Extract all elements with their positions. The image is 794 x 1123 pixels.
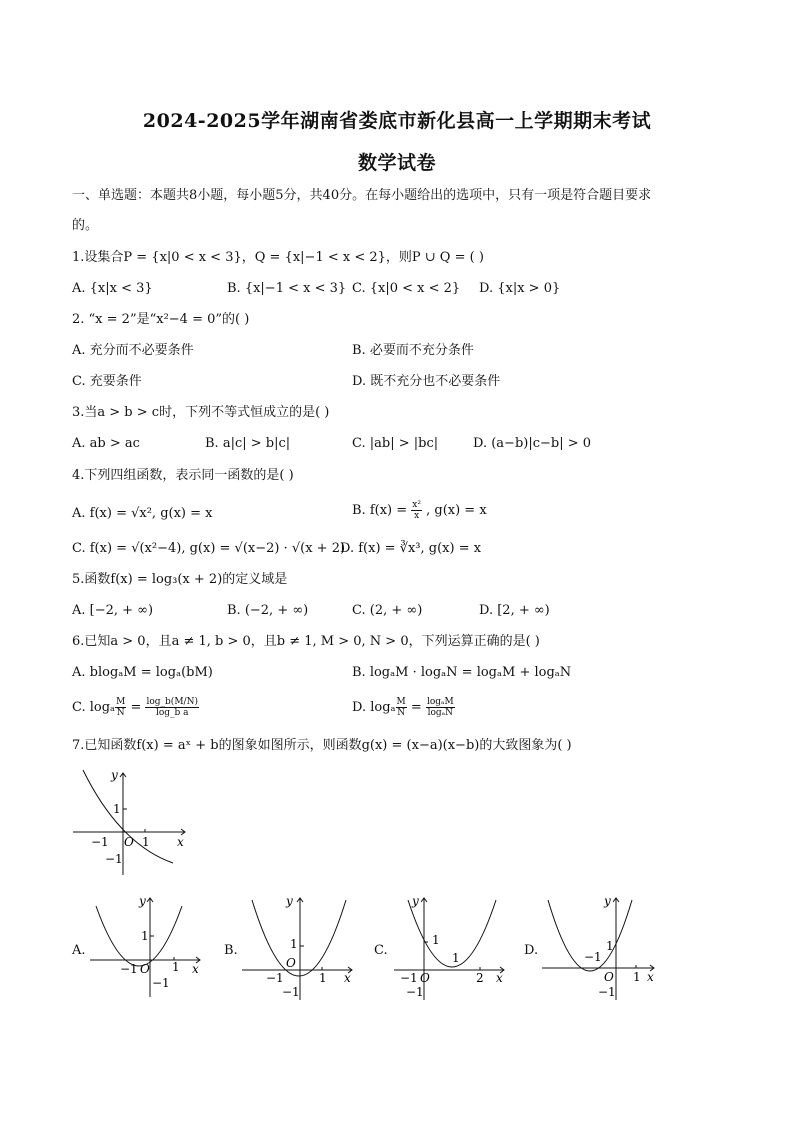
q6-option-a: A. blogₐM = logₐ(bM) [72,665,213,680]
q4-option-b-fraction [411,500,422,521]
q3-option-c: C. |ab| > |bc| [352,436,439,451]
q4-option-b-prefix: B. f(x) = [352,503,408,518]
c-label-one-x: 1 [452,951,460,965]
q4-option-c: C. f(x) = √(x²−4), g(x) = √(x−2) · √(x + 2) [72,541,346,556]
q1-option-b: B. {x|−1 < x < 3} [227,281,347,296]
label-one-x: 1 [142,835,150,849]
q6-option-c-frac2-num: log_b(M/N) [146,697,198,707]
d-label-one-x: 1 [633,970,641,984]
q6-option-d-prefix: D. logₐ [352,700,396,715]
q2-option-a: A. 充分而不必要条件 [72,343,194,358]
a-label-neg-one-x: −1 [120,962,138,976]
q7-option-b-label: B. [224,943,238,958]
q7-option-d-label: D. [524,943,539,958]
a-label-one-y: 1 [141,929,149,943]
d-label-one-y: 1 [606,939,614,953]
q6-option-d-frac2 [426,697,455,718]
q6-option-c-frac1 [115,697,126,718]
q7-option-c-label: C. [374,943,388,958]
q5-option-a: A. [−2, + ∞) [72,603,154,618]
q7-option-d-graph [540,892,665,1002]
c-y-label: y [412,894,419,908]
b-x-label: x [344,971,351,985]
origin-label: O [124,835,134,849]
b-label-neg-one-y: −1 [282,985,300,999]
c-label-two-x: 2 [476,971,484,985]
c-label-neg-one-y: −1 [406,985,424,999]
parabola-a [96,906,182,966]
exponential-curve [83,770,173,863]
q6-option-d [352,697,455,718]
b-y-label: y [286,894,293,908]
q6-option-d-frac1-den: N [397,708,406,718]
exam-subtitle: 数学试卷 [357,152,436,174]
parabola-b [252,900,346,976]
exam-title: 2024-2025学年湖南省娄底市新化县高一上学期期末考试 [142,110,652,132]
d-label-neg-one-y: −1 [598,985,616,999]
q1-option-d: D. {x|x > 0} [479,281,561,296]
q2-option-b: B. 必要而不充分条件 [352,343,474,358]
q4-stem: 4.下列四组函数，表示同一函数的是( ) [72,468,294,483]
q6-stem: 6.已知a > 0，且a ≠ 1, b > 0，且b ≠ 1, M > 0, N > 0，下列运算正确的是( ) [72,634,540,649]
q2-stem: 2. “x = 2”是“x²−4 = 0”的( ) [72,312,250,327]
q3-option-d: D. (a−b)|c−b| > 0 [473,436,592,451]
q2-option-c: C. 充要条件 [72,374,142,389]
a-label-neg-one-y: −1 [152,976,170,990]
label-one-y: 1 [113,802,121,816]
section-instructions-line2: 的。 [72,218,99,233]
d-y-label: y [604,894,611,908]
c-label-neg-one-x: −1 [400,971,418,985]
q3-stem: 3.当a > b > c时，下列不等式恒成立的是( ) [72,405,330,420]
q6-option-c-frac2-den: log_b a [155,708,189,718]
q7-option-a-graph [88,892,208,1002]
q6-option-c-frac1-num: M [116,697,126,707]
q6-option-d-equals: = [410,700,422,715]
q5-option-d: D. [2, + ∞) [479,603,550,618]
y-label: y [111,768,118,782]
q1-option-c: C. {x|0 < x < 2} [352,281,461,296]
b-label-neg-one-x: −1 [266,971,284,985]
q4-option-a: A. f(x) = √x², g(x) = x [72,506,213,521]
x-label: x [177,835,184,849]
section-instructions-line1: 一、单选题：本题共8小题，每小题5分，共40分。在每小题给出的选项中，只有一项是符合题目要求 [72,188,652,203]
a-origin-label: O [140,962,150,976]
b-label-one-x: 1 [319,971,327,985]
q2-option-d: D. 既不充分也不必要条件 [352,374,501,389]
b-label-one-y: 1 [290,937,298,951]
b-origin-label: O [286,956,296,970]
q1-option-a: A. {x|x < 3} [72,281,153,296]
q6-option-d-frac1 [396,697,407,718]
q6-option-c-equals: = [130,700,142,715]
q5-option-c: C. (2, + ∞) [352,603,423,618]
q7-main-graph [65,765,195,880]
d-x-label: x [647,970,654,984]
d-origin-label: O [604,970,614,984]
q6-option-d-frac1-num: M [396,697,406,707]
c-x-label: x [496,971,503,985]
d-label-neg-one-x: −1 [584,950,602,964]
q7-option-a-label: A. [72,943,86,958]
q5-option-b: B. (−2, + ∞) [227,603,309,618]
q6-option-c-frac1-den: N [116,708,125,718]
q4-option-b-numerator: x² [412,500,421,510]
a-x-label: x [192,962,199,976]
label-neg-one-y: −1 [105,852,123,866]
q6-option-b: B. logₐM · logₐN = logₐM + logₐN [352,665,572,680]
a-label-one-x: 1 [172,960,180,974]
q7-option-b-graph [240,892,360,1002]
q6-option-c-prefix: C. logₐ [72,700,116,715]
q6-option-d-frac2-num: logₐM [426,697,454,707]
q3-option-b: B. a|c| > b|c| [205,436,291,451]
c-origin-label: O [420,971,430,985]
label-neg-one-x: −1 [91,835,109,849]
c-label-one-y: 1 [432,933,440,947]
q6-option-c-frac2 [145,697,198,718]
q6-option-d-frac2-den: logₐN [427,708,454,718]
q5-stem: 5.函数f(x) = log₃(x + 2)的定义域是 [72,572,288,587]
q3-option-a: A. ab > ac [72,436,140,451]
q4-option-b-suffix: , g(x) = x [426,503,487,518]
q6-option-c [72,697,199,718]
q1-stem: 1.设集合P = {x|0 < x < 3}，Q = {x|−1 < x < 2}，则P ∪ Q = ( ) [72,250,484,265]
q4-option-b [352,500,487,521]
q4-option-d: D. f(x) = ∛x³, g(x) = x [340,541,482,556]
q4-option-b-denominator: x [414,511,420,521]
a-y-label: y [139,894,146,908]
q7-stem: 7.已知函数f(x) = aˣ + b的图象如图所示，则函数g(x) = (x−a)(x−b)的大致图象为( ) [72,738,572,753]
q7-option-c-graph [392,892,512,1002]
